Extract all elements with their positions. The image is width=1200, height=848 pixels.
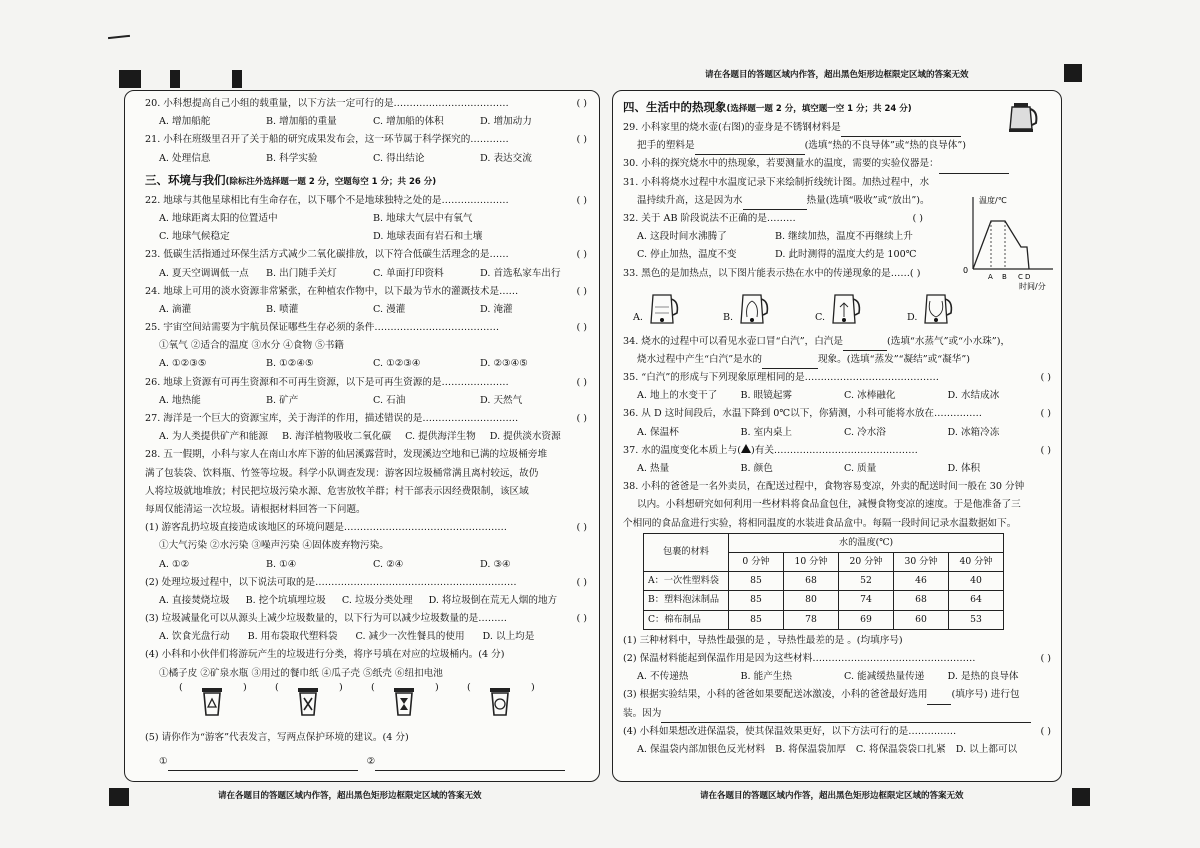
question-24: 24. 地球上可用的淡水资源非常紧张，在种植农作物中，以下最为节水的灌溉技术是…… ( )	[145, 285, 587, 297]
option[interactable]: B. 增加船的重量	[266, 116, 337, 128]
question-38-4: (4) 小科如果想改进保温袋，使其保温效果更好，以下方法可行的是…………… ( )	[623, 725, 1051, 737]
q28-1-options	[145, 556, 587, 574]
option[interactable]: D. 提供淡水资源	[489, 431, 561, 443]
q24-options	[145, 301, 587, 319]
q36-options	[623, 424, 1051, 442]
insulation-data-table	[643, 533, 1004, 630]
table-col-header: 30 分钟	[894, 552, 949, 571]
table-corner-header: 包裹的材料	[644, 533, 729, 571]
question-20: 20. 小科想提高自己小组的载重量，以下方法一定可行的是……………………………… ( )	[145, 98, 587, 109]
registration-mark	[1072, 788, 1090, 806]
graph-tick: D	[1025, 273, 1031, 281]
option-label[interactable]: C.	[815, 311, 826, 323]
option[interactable]: D. 天然气	[480, 394, 523, 406]
graph-origin: 0	[963, 266, 969, 275]
q25-options	[145, 355, 587, 373]
option[interactable]: C. 增加船的体积	[373, 116, 444, 128]
kitchen-waste-bin-icon[interactable]	[393, 687, 415, 717]
q21-options	[145, 150, 587, 168]
option[interactable]: B. 矿产	[266, 394, 299, 406]
kettle-a-icon[interactable]	[647, 287, 681, 327]
option[interactable]: B. 眼镜起雾	[740, 390, 793, 402]
option[interactable]: D. 此时测得的温度大约是 100℃	[775, 249, 917, 261]
option[interactable]: C. ②④	[373, 558, 404, 570]
option[interactable]: D. 地球表面有岩石和土壤	[373, 231, 483, 243]
question-29: 29. 小科家里的烧水壶(右图)的壶身是不锈钢材料是	[623, 119, 1051, 137]
option[interactable]: B. 室内桌上	[740, 426, 793, 438]
section-3-title: 三、环境与我们(除标注外选择题一题 2 分，空题每空 1 分；共 26 分)	[145, 172, 437, 187]
temperature-graph	[961, 191, 1057, 291]
option[interactable]: A. 热量	[637, 463, 670, 474]
question-38-2: (2) 保温材料能起到保温作用是因为这些材料…………………………………………… ( )	[623, 652, 1051, 664]
option[interactable]: D. 是热的良导体	[947, 671, 1019, 683]
option[interactable]: D. 体积	[947, 463, 981, 474]
option[interactable]: A. 饮食光盘行动	[159, 631, 230, 643]
q25-items: ①氧气 ②适合的温度 ③水分 ④食物 ⑤书籍	[159, 340, 344, 352]
option[interactable]: A. 保温袋内部加银色反光材料	[637, 743, 766, 755]
table-col-header: 20 分钟	[839, 552, 894, 571]
question-28-4: (4) 小科和小伙伴们将游玩产生的垃圾进行分类，将序号填在对应的垃圾桶内。(4 分)	[145, 649, 505, 661]
question-38: 38. 小科的爸爸是一名外卖员，在配送过程中，食物容易变凉，外卖的配送时间一般在 30 分钟	[623, 481, 1025, 493]
graph-tick: B	[1002, 273, 1007, 281]
question-29-cont: 把手的塑料是 (选填“热的不良导体”或“热的良导体”)	[623, 137, 1051, 155]
hazardous-bin-icon[interactable]	[297, 687, 319, 717]
option[interactable]: B. 喷灌	[266, 303, 299, 315]
option[interactable]: A. 不传递热	[637, 671, 689, 683]
option[interactable]: C. 提供海洋生物	[405, 431, 476, 443]
q28-4-items: ①橘子皮 ②矿泉水瓶 ③用过的餐巾纸 ④瓜子壳 ⑤纸壳 ⑥纽扣电池	[159, 667, 443, 679]
registration-mark	[232, 70, 242, 88]
question-22: 22. 地球与其他星球相比有生命存在，以下哪个不是地球独特之处的是………………… ( )	[145, 194, 587, 206]
answer-blank-1[interactable]	[168, 758, 358, 771]
question-38-1: (1) 三种材料中，导热性最强的是 ，导热性最差的是 。(均填序号)	[623, 634, 903, 646]
option[interactable]: D. 表达交流	[480, 152, 532, 164]
option[interactable]: C. 石油	[373, 394, 406, 406]
option[interactable]: B. 科学实验	[266, 152, 318, 164]
option[interactable]: C. ①②③④	[373, 358, 421, 370]
option[interactable]: A. 处理信息	[159, 152, 211, 164]
answer-blank[interactable]	[661, 710, 1031, 723]
other-waste-bin-icon[interactable]	[489, 687, 511, 717]
option[interactable]: A. 地球距离太阳的位置适中	[159, 212, 278, 224]
option[interactable]: C. 垃圾分类处理	[341, 594, 413, 606]
answer-blank[interactable]	[927, 692, 951, 705]
kettle-c-icon[interactable]	[829, 287, 863, 327]
answer-panel-left	[124, 90, 600, 782]
q22-options	[145, 210, 587, 228]
option[interactable]: D. 水结成冰	[947, 390, 1000, 402]
option[interactable]: C. 单面打印资料	[373, 267, 444, 279]
question-33: 33. 黑色的是加热点，以下图片能表示热在水中的传递现象的是……( )	[623, 267, 921, 279]
q26-options	[145, 392, 587, 410]
question-37: 37. 水的温度变化本质上与( )有关……………………………………… ( )	[623, 444, 1051, 456]
option-label[interactable]: D.	[907, 311, 918, 323]
question-32: 32. 关于 AB 阶段说法不正确的是……… ( )	[623, 212, 923, 224]
registration-mark	[109, 788, 129, 806]
option[interactable]: A. ①②	[159, 558, 190, 570]
footer-notice-left: 请在各题目的答题区域内作答，超出黑色矩形边框限定区域的答案无效	[218, 791, 482, 801]
answer-blank[interactable]	[939, 161, 1009, 174]
question-28-2: (2) 处理垃圾过程中，以下说法可取的是……………………………………………………… ( )	[145, 576, 587, 588]
question-35: 35. “白汽”的形成与下列现象原理相同的是…………………………………… ( )	[623, 372, 1051, 384]
question-30: 30. 小科的探究烧水中的热现象，若要测量水的温度，需要的实验仪器是：	[623, 155, 1051, 173]
option[interactable]: C. 漫灌	[373, 303, 406, 315]
option[interactable]: D. 将垃圾倒在荒无人烟的地方	[428, 594, 558, 606]
option-label[interactable]: B.	[723, 311, 734, 323]
q20-options	[145, 113, 587, 131]
option[interactable]: D. 以上都可以	[955, 743, 1018, 755]
option[interactable]: C. 得出结论	[373, 152, 425, 164]
q38-4-options	[623, 741, 1051, 759]
question-28-stem: 人将垃圾就地堆放；村民把垃圾污染水源、危害放牧羊群；村干部表示因经费限制，该区域	[145, 485, 529, 497]
table-group-header: 水的温度(℃)	[729, 533, 1004, 552]
option[interactable]: A. 直接焚烧垃圾	[159, 594, 230, 606]
option[interactable]: A. 增加船舵	[159, 116, 211, 128]
question-25: 25. 宇宙空间站需要为宇航员保证哪些生存必须的条件………………………………… ( )	[145, 322, 587, 334]
option[interactable]: B. 继续加热，温度不再继续上升	[775, 231, 913, 243]
option[interactable]: D. ③④	[480, 558, 511, 570]
option[interactable]: B. 出门随手关灯	[266, 267, 337, 279]
option[interactable]: B. 将保温袋加厚	[775, 743, 846, 755]
table-row: C：棉布制品 85 78 69 60 53	[644, 610, 1004, 629]
question-28-3: (3) 垃圾减量化可以从源头上减少垃圾数量的，以下行为可以减少垃圾数量的是……… ( )	[145, 613, 587, 625]
q22-options	[145, 228, 587, 246]
question-38-cont: 以内。小科想研究如何利用一些材料将食品盒包住，减慢食物变凉的速度。于是他准备了三	[637, 499, 1021, 511]
answer-blank[interactable]	[841, 124, 961, 137]
graph-x-label: 时间/分	[1019, 282, 1046, 291]
answer-blank[interactable]	[843, 338, 887, 351]
option[interactable]: A. 地上的水变干了	[637, 390, 718, 402]
section-4-title: 四、生活中的热现象(选择题一题 2 分，填空题一空 1 分；共 24 分)	[623, 100, 912, 114]
answer-blank-2[interactable]	[375, 758, 565, 771]
option[interactable]: A. ①②③⑤	[159, 358, 207, 370]
option[interactable]: D. 淹灌	[480, 303, 513, 315]
answer-blank[interactable]	[695, 142, 805, 155]
option[interactable]: A. 为人类提供矿产和能源	[159, 431, 268, 443]
table-col-header: 10 分钟	[784, 552, 839, 571]
recycle-bins: ( ) ( ) ( ) ( )	[145, 683, 587, 729]
graph-y-label: 温度/℃	[979, 196, 1007, 205]
question-26: 26. 地球上资源有可再生资源和不可再生资源，以下是可再生资源的是………………… ( )	[145, 376, 587, 388]
option[interactable]: C. 质量	[844, 463, 877, 474]
option[interactable]: B. 能产生热	[740, 671, 793, 683]
q28-3-options	[145, 628, 587, 646]
option[interactable]: A. 保温杯	[637, 426, 679, 438]
question-28-stem: 每周仅能清运一次垃圾。请根据材料回答一下问题。	[145, 503, 366, 515]
kettle-d-icon[interactable]	[921, 287, 955, 327]
option[interactable]: D. 以上均是	[482, 631, 535, 643]
option[interactable]: B. ①②④⑤	[266, 358, 314, 370]
question-23: 23. 低碳生活指通过环保生活方式减少二氧化碳排放，以下符合低碳生活理念的是…… ( )	[145, 249, 587, 261]
question-38-cont: 个相同的食品盒进行实验，将相同温度的水装进食品盒中。每隔一段时间记录水温数据如下。	[623, 517, 1017, 529]
option[interactable]: A. 地热能	[159, 394, 201, 406]
question-38-3: (3) 根据实验结果，小科的爸爸如果要配送冰激凌，小科的爸爸最好选用 (填序号) 进行包	[623, 686, 1051, 704]
header-notice: 请在各题目的答题区域内作答，超出黑色矩形边框限定区域的答案无效	[705, 70, 969, 80]
heat-transfer-images	[623, 283, 1051, 333]
option[interactable]: D. 增加动力	[480, 116, 532, 128]
option[interactable]: B. ①④	[266, 558, 297, 570]
question-28-stem: 满了包装袋、饮料瓶、竹签等垃圾。科学小队调查发现：游客因垃圾桶常满且离村较远，故仍	[145, 467, 539, 479]
kettle-b-icon[interactable]	[737, 287, 771, 327]
option-label[interactable]: A.	[633, 311, 643, 323]
table-row: A：一次性塑料袋 85 68 52 46 40	[644, 572, 1004, 591]
registration-mark	[170, 70, 180, 88]
question-27: 27. 海洋是一个巨大的资源宝库，关于海洋的作用，描述错误的是………………………… ( )	[145, 413, 587, 424]
option[interactable]: A. 滴灌	[159, 303, 192, 315]
question-31-cont: 温持续升高，这是因为水 热量(选填“吸收”或“放出”)。	[623, 192, 1051, 210]
answer-panel-right	[612, 90, 1062, 782]
q35-options	[623, 387, 1051, 405]
question-28-stem: 28. 五一假期，小科与家人在南山水库下游的仙居溪露营时，发现溪边空地和已满的垃圾桶旁堆	[145, 449, 548, 461]
q38-2-options	[623, 668, 1051, 686]
table-col-header: 40 分钟	[949, 552, 1004, 571]
q28-5-answer-lines: ① ②	[145, 753, 587, 771]
option[interactable]: B. 颜色	[740, 463, 773, 474]
option[interactable]: D. 冰箱冷冻	[947, 426, 1000, 438]
answer-blank[interactable]	[743, 197, 807, 210]
registration-mark	[119, 70, 141, 88]
question-31: 31. 小科将烧水过程中水温度记录下来绘制折线统计图。加热过程中，水	[623, 176, 930, 188]
graph-tick: A	[988, 273, 993, 281]
option[interactable]: C. 冰棒融化	[844, 390, 896, 402]
footer-notice-right: 请在各题目的答题区域内作答，超出黑色矩形边框限定区域的答案无效	[700, 791, 964, 801]
q23-options	[145, 265, 587, 283]
option[interactable]: D. 首选私家车出行	[480, 267, 561, 279]
table-col-header: 0 分钟	[729, 552, 784, 571]
option[interactable]: B. 海洋植物吸收二氧化碳	[281, 431, 392, 443]
q28-1-items: ①大气污染 ②水污染 ③噪声污染 ④固体废弃物污染。	[159, 540, 389, 552]
question-28-5: (5) 请你作为“游客”代表发言，写两点保护环境的建议。(4 分)	[145, 731, 409, 743]
question-38-3-cont: 装。因为	[623, 705, 1051, 723]
q27-options	[145, 428, 587, 446]
q28-2-options	[145, 592, 587, 610]
graph-tick: C	[1018, 273, 1023, 281]
question-34: 34. 烧水的过程中可以看见水壶口冒“白汽”，白汽是 (选填“水蒸气”或“小水珠”)，	[623, 333, 1051, 351]
option[interactable]: B. 地球大气层中有氧气	[373, 212, 473, 224]
question-34-cont: 烧水过程中产生“白汽”是水的 现象。(选填“蒸发”“凝结”或“凝华”)	[623, 351, 1051, 369]
option[interactable]: C. 减少一次性餐具的使用	[355, 631, 465, 643]
q37-options	[623, 460, 1051, 478]
question-28-1: (1) 游客乱扔垃圾直接造成该地区的环境问题是…………………………………………… ( )	[145, 522, 587, 534]
option[interactable]: D. ②③④⑤	[480, 358, 528, 370]
option[interactable]: C. 能减缓热量传递	[844, 671, 925, 683]
registration-mark	[1064, 64, 1082, 82]
option[interactable]: B. 挖个坑填埋垃圾	[245, 594, 326, 606]
question-21: 21. 小科在班级里召开了关于船的研究成果发布会，这一环节属于科学探究的………… ( )	[145, 134, 587, 146]
pen-stroke	[108, 35, 130, 39]
option[interactable]: C. 地球气候稳定	[159, 231, 230, 243]
triangle-icon	[741, 444, 751, 453]
table-row: B：塑料泡沫制品 85 80 74 68 64	[644, 591, 1004, 610]
recyclable-bin-icon[interactable]	[201, 687, 223, 717]
answer-blank[interactable]	[762, 356, 818, 369]
option[interactable]: A. 这段时间水沸腾了	[637, 231, 727, 243]
question-36: 36. 从 D 这时间段后，水温下降到 0℃以下，你猜测，小科可能将水放在…………… ( )	[623, 408, 1051, 420]
option[interactable]: C. 停止加热，温度不变	[637, 249, 737, 261]
option[interactable]: C. 将保温袋袋口扎紧	[855, 743, 946, 755]
option[interactable]: C. 冷水浴	[844, 426, 886, 438]
option[interactable]: A. 夏天空调调低一点	[159, 267, 249, 279]
option[interactable]: B. 用布袋取代塑料袋	[247, 631, 338, 643]
